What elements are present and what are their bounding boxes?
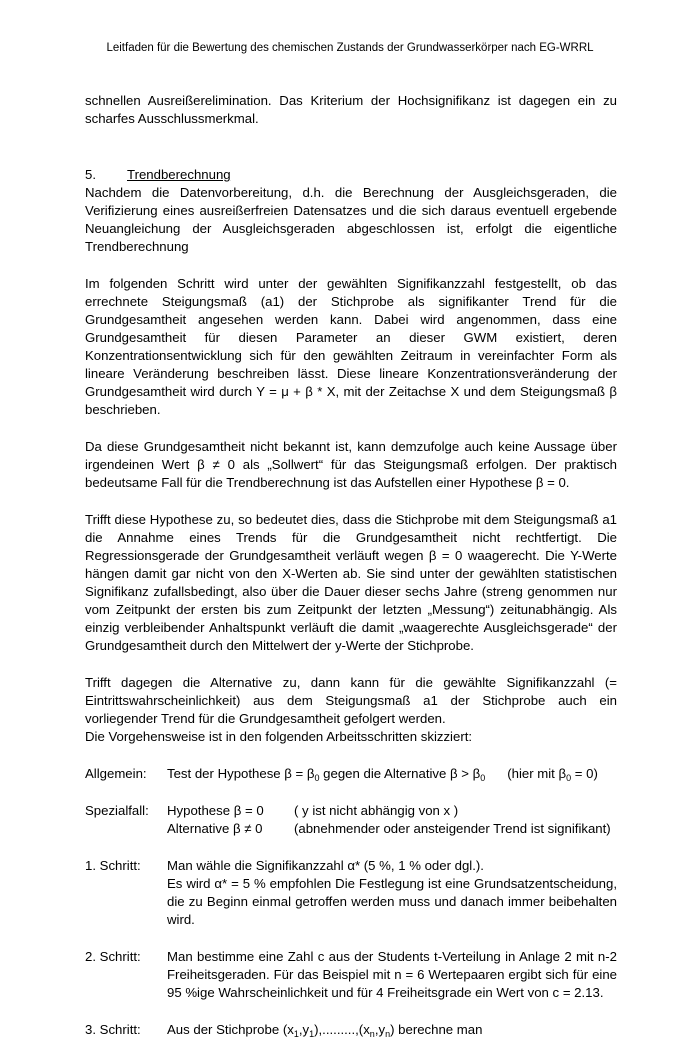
alternative-paragraph: Trifft dagegen die Alternative zu, dann kann für die gewählte Signifikanzzahl (= Eintrittswahrscheinlichkeit) aus dem Steigungsmaß a1 der Stichprobe auch ein vorliegender Trend für die Grundgesamtheit gefolgert werden. [85,675,617,726]
special-label: Spezialfall: [85,803,149,818]
hypothesis-line [167,802,617,820]
paragraph: Nachdem die Datenvorbereitung, d.h. die Berechnung der Ausgleichsgeraden, die Verifizierung eines ausreißerfreien Datensatzes und die sich daraus eventuell ergebende Neuangleichung der Ausgleichsgeraden abgeschlossen ist, erfolgt die eigentliche Trendberechnung [85,185,617,254]
hypothesis: Hypothese β = 0 [167,803,264,818]
document-body [85,92,617,1039]
special-case-row [85,802,617,838]
step-text: Es wird α* = 5 % empfohlen Die Festlegung ist eine Grundsatzentscheidung, die zu Beginn einmal getroffen werden muss und danach immer beibehalten wird. [167,876,617,927]
paragraph: Im folgenden Schritt wird unter der gewählten Signifikanzzahl festgestellt, ob das errechnete Steigungsmaß (a1) der Stichprobe als signifikanter Trend für die Grundgesamtheit angesehen werden kann. Dabei wird angenommen, dass eine Grundgesamtheit für diesen Parameter an dieser GWM existiert, deren Konzentrationsentwicklung sich für den gewählten Zeitraum in vereinfachter Form als lineare Veränderung beschreiben lässt. Diese lineare Konzentrationsveränderung der Grundgesamtheit wird durch Y = μ + β * X, mit der Zeitachse X und dem Steigungsmaß β beschrieben. [85,276,617,417]
step-label: 2. Schritt: [85,949,141,964]
step-label: 1. Schritt: [85,858,141,873]
procedure-intro: Die Vorgehensweise ist in den folgenden Arbeitsschritten skizziert: [85,729,473,744]
step-2 [85,948,617,1002]
section-number: 5. [85,167,96,182]
section-heading [85,166,617,184]
step-1 [85,857,617,929]
alternative-line [167,820,617,838]
intro-paragraph: schnellen Ausreißerelimination. Das Kriterium der Hochsignifikanz ist dagegen ein zu scharfes Ausschlussmerkmal. [85,93,617,126]
section-title: Trendberechnung [127,167,231,182]
general-test-row [85,765,617,783]
step-label: 3. Schritt: [85,1022,141,1037]
step-text: Man bestimme eine Zahl c aus der Students t-Verteilung in Anlage 2 mit n-2 Freiheitsgeraden. Für das Beispiel mit n = 6 Wertepaaren ergibt sich für eine 95 %ige Wahrscheinlichkeit und für 4 Freiheitsgrade ein Wert von c = 2.13. [167,949,617,1000]
alternative: Alternative β ≠ 0 [167,821,263,836]
paragraph: Trifft diese Hypothese zu, so bedeutet dies, dass die Stichprobe mit dem Steigungsmaß a1 die Annahme eines Trends für die Grundgesamtheit nicht rechtfertigt. Die Regressionsgerade der Grundgesamtheit verläuft wegen β = 0 waagerecht. Die Y-Werte hängen damit gar nicht von den X-Werten ab. Sie sind unter der gewählten statistischen Signifikanz zufallsbedingt, also über die Dauer dieser sechs Jahre (streng genommen nur vom Zeitpunkt der ersten bis zum Zeitpunkt der letzten „Messung“) zeitunabhängig. Als einzig verbleibender Anhaltspunkt verläuft die damit „waagerechte Ausgleichsgerade“ der Grundgesamtheit durch den Mittelwert der y-Werte der Stichprobe. [85,512,617,653]
step-text: Aus der Stichprobe $(x_1,y_1),.........,(x_n,y_n)$ berechne man [167,1022,483,1039]
general-label: Allgemein: [85,766,147,781]
page-header: Leitfaden für die Bewertung des chemischen Zustands der Grundwasserkörper nach EG-WRRL [106,42,594,54]
step-text: Man wähle die Signifikanzzahl α* (5 %, 1 % oder dgl.). [167,858,484,873]
paragraph: Da diese Grundgesamtheit nicht bekannt ist, kann demzufolge auch keine Aussage über irgendeinen Wert β ≠ 0 als „Sollwert“ für das Steigungsmaß erfolgen. Der praktisch bedeutsame Fall für die Trendberechnung ist das Aufstellen einer Hypothese β = 0. [85,439,617,490]
alternative-note: (abnehmender oder ansteigender Trend ist signifikant) [294,821,611,836]
step-3 [85,1021,617,1039]
hypothesis-note: ( y ist nicht abhängig von x ) [294,803,459,818]
general-text: Test der Hypothese $\beta = \beta_0$ gegen die Alternative $\beta > \beta_0$ (hier mit $\beta_0 = 0$) [167,766,598,783]
